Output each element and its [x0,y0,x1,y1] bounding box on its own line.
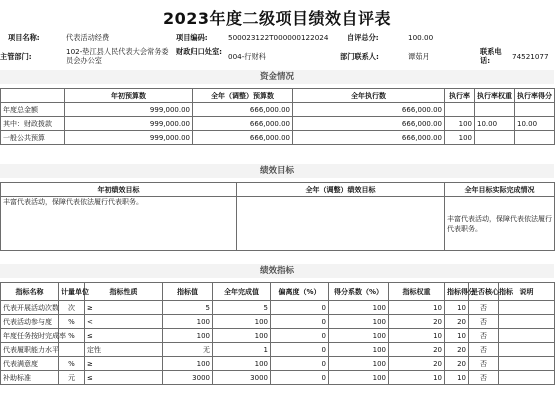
funds-header-cell: 全年执行数 [293,89,445,103]
indicators-table [0,282,555,385]
indicator-cell: 年度任务按时完成率 [1,329,59,343]
indicator-cell [499,343,555,357]
indicator-cell: 代表履职能力水平 [1,343,59,357]
indicator-cell: 10 [445,301,469,315]
contact-label: 部门联系人: [340,52,379,61]
indicator-row [1,329,555,343]
indicator-cell: 5 [213,301,271,315]
indicators-header-cell: 指标名称 [1,283,59,301]
funds-header-cell: 执行率得分 [515,89,555,103]
funds-cell [445,103,475,117]
indicator-cell: 20 [389,315,445,329]
indicators-header-row [1,283,555,301]
indicator-cell: 5 [163,301,213,315]
indicators-header-cell: 偏离度（%） [271,283,329,301]
indicator-cell [499,301,555,315]
indicator-cell: 10 [389,371,445,385]
indicator-cell: 0 [271,301,329,315]
indicators-section-title: 绩效指标 [0,264,554,278]
funds-cell [475,103,515,117]
goals-header-cell: 年初绩效目标 [1,183,237,197]
indicator-row [1,343,555,357]
funds-cell: 666,000.00 [193,131,293,145]
indicator-cell: 100 [163,329,213,343]
indicator-cell: 否 [469,315,499,329]
funds-cell: 其中：财政拨款 [1,117,65,131]
indicator-cell: 补助标准 [1,371,59,385]
self-score-label: 自评总分: [347,33,379,42]
indicator-cell: 0 [271,343,329,357]
funds-section-title: 资金情况 [0,70,554,84]
funds-cell: 999,000.00 [65,131,193,145]
contact-value: 谭茹月 [408,52,430,61]
funds-header-cell: 年初预算数 [65,89,193,103]
dept-label: 主管部门: [0,52,32,61]
indicator-cell: 20 [445,315,469,329]
indicator-cell: 否 [469,301,499,315]
indicator-row [1,315,555,329]
indicator-cell: 100 [163,315,213,329]
indicator-cell: 否 [469,357,499,371]
funds-cell: 10.00 [475,117,515,131]
project-name-label: 项目名称: [8,33,40,42]
indicator-cell: 否 [469,329,499,343]
indicator-cell [59,343,85,357]
indicator-cell: % [59,357,85,371]
indicator-cell: 10 [389,329,445,343]
indicator-cell: ≤ [85,329,163,343]
indicator-row [1,371,555,385]
indicator-cell: 3000 [163,371,213,385]
funds-cell [475,131,515,145]
indicator-cell: 100 [329,357,389,371]
indicator-cell: 次 [59,301,85,315]
indicator-cell [499,357,555,371]
indicator-cell: 100 [213,329,271,343]
indicator-cell: 100 [163,357,213,371]
indicators-header-cell: 全年完成值 [213,283,271,301]
goals-header-row [1,183,555,197]
self-score-value: 100.00 [408,33,434,42]
indicator-cell: 元 [59,371,85,385]
indicators-header-cell: 指标性质 [85,283,163,301]
indicator-cell: 无 [163,343,213,357]
finance-value: 004-行财科 [228,52,266,61]
indicator-cell: 定性 [85,343,163,357]
goals-header-cell: 全年（调整）绩效目标 [237,183,445,197]
indicator-cell [499,371,555,385]
indicator-cell: 3000 [213,371,271,385]
indicator-cell: 0 [271,357,329,371]
funds-cell: 100 [445,131,475,145]
goals-row [1,197,555,251]
funds-cell: 100 [445,117,475,131]
indicator-row [1,357,555,371]
indicator-cell: < [85,315,163,329]
indicator-cell: 100 [213,357,271,371]
funds-cell: 999,000.00 [65,117,193,131]
indicator-row [1,301,555,315]
indicator-cell: % [59,315,85,329]
indicators-header-cell: 指标值 [163,283,213,301]
goals-table [0,182,555,251]
indicator-cell: 100 [329,301,389,315]
phone-label: 联系电话: [480,47,502,65]
indicator-cell: % [59,329,85,343]
indicator-cell: 20 [389,357,445,371]
indicator-cell: 100 [213,315,271,329]
indicator-cell: 否 [469,371,499,385]
indicator-cell: 100 [329,315,389,329]
indicator-cell: 100 [329,329,389,343]
funds-header-cell [1,89,65,103]
page-title: 2023年度二级项目绩效自评表 [162,9,392,28]
funds-header-cell: 全年（调整）预算数 [193,89,293,103]
goals-header-cell: 全年目标实际完成情况 [445,183,555,197]
funds-row [1,131,555,145]
funds-cell [515,131,555,145]
indicator-cell: 100 [329,371,389,385]
indicator-cell: 20 [445,357,469,371]
funds-cell: 666,000.00 [193,117,293,131]
indicator-cell: 20 [445,343,469,357]
indicator-cell: 代表满意度 [1,357,59,371]
funds-header-row [1,89,555,103]
indicator-cell: 10 [445,371,469,385]
funds-cell: 666,000.00 [193,103,293,117]
indicators-header-cell: 是否核心指标 [469,283,499,301]
project-name-value: 代表活动经费 [66,33,110,42]
project-code-value: 500023122T000000122024 [228,33,329,42]
funds-cell: 一般公共预算 [1,131,65,145]
funds-cell: 10.00 [515,117,555,131]
funds-row [1,103,555,117]
funds-cell: 666,000.00 [293,117,445,131]
indicator-cell [499,329,555,343]
funds-header-cell: 执行率 [445,89,475,103]
indicator-cell: ≤ [85,371,163,385]
funds-cell: 年度总金额 [1,103,65,117]
funds-header-cell: 执行率权重 [475,89,515,103]
indicator-cell: ≥ [85,301,163,315]
indicator-cell: 0 [271,371,329,385]
indicator-cell: 10 [389,301,445,315]
finance-label: 财政归口处室: [176,47,222,56]
phone-value: 74521077 [512,52,549,61]
goals-adjusted [237,197,445,251]
indicators-header-cell: 说明 [499,283,555,301]
indicator-cell: 0 [271,315,329,329]
funds-cell: 666,000.00 [293,131,445,145]
funds-cell: 666,000.00 [293,103,445,117]
indicator-cell: 否 [469,343,499,357]
goals-section-title: 绩效目标 [0,164,554,178]
indicator-cell: 10 [445,329,469,343]
funds-cell: 999,000.00 [65,103,193,117]
indicators-header-cell: 计量单位 [59,283,85,301]
indicators-header-cell: 指标权重 [389,283,445,301]
funds-cell [515,103,555,117]
goals-actual: 丰富代表活动，保障代表依法履行代表职务。 [445,197,555,251]
project-code-label: 项目编码: [176,33,208,42]
indicator-cell: 20 [389,343,445,357]
indicator-cell: 代表活动参与度 [1,315,59,329]
indicator-cell: 0 [271,329,329,343]
goals-initial: 丰富代表活动，保障代表依法履行代表职务。 [1,197,237,251]
funds-table [0,88,555,145]
dept-value: 102-垫江县人民代表大会常务委员会办公室 [66,47,169,65]
indicator-cell [499,315,555,329]
indicator-cell: 代表开展活动次数 [1,301,59,315]
indicators-header-cell: 指标得分 [445,283,469,301]
indicator-cell: 1 [213,343,271,357]
indicators-header-cell: 得分系数（%） [329,283,389,301]
indicator-cell: ≥ [85,357,163,371]
funds-row [1,117,555,131]
indicator-cell: 100 [329,343,389,357]
